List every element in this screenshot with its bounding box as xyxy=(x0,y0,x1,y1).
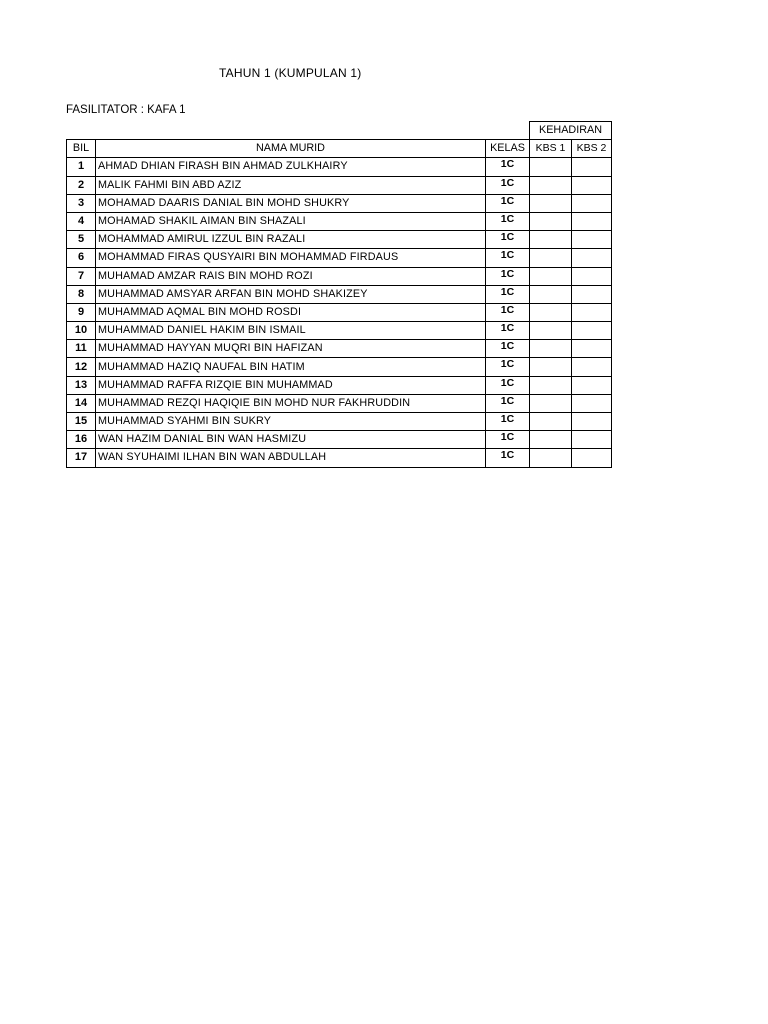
table-row xyxy=(67,376,612,394)
table-row xyxy=(67,212,612,230)
table-row xyxy=(67,413,612,431)
kelas-cell: 1C xyxy=(486,376,530,394)
kbs-1-cell[interactable] xyxy=(530,249,572,267)
kelas-cell: 1C xyxy=(486,340,530,358)
bil-cell: 3 xyxy=(67,194,96,212)
header-nama-murid: NAMA MURID xyxy=(96,140,486,158)
bil-cell: 5 xyxy=(67,231,96,249)
kbs-2-cell[interactable] xyxy=(572,413,612,431)
nama-murid-cell: MUHAMMAD AQMAL BIN MOHD ROSDI xyxy=(96,303,486,321)
nama-murid-cell: AHMAD DHIAN FIRASH BIN AHMAD ZULKHAIRY xyxy=(96,158,486,176)
kbs-2-cell[interactable] xyxy=(572,249,612,267)
kbs-2-cell[interactable] xyxy=(572,449,612,467)
kelas-cell: 1C xyxy=(486,303,530,321)
kbs-1-cell[interactable] xyxy=(530,158,572,176)
kbs-2-cell[interactable] xyxy=(572,340,612,358)
table-row xyxy=(67,358,612,376)
kbs-1-cell[interactable] xyxy=(530,322,572,340)
bil-cell: 6 xyxy=(67,249,96,267)
header-kelas: KELAS xyxy=(486,140,530,158)
table-row xyxy=(67,449,612,467)
kbs-1-cell[interactable] xyxy=(530,431,572,449)
bil-cell: 16 xyxy=(67,431,96,449)
kbs-1-cell[interactable] xyxy=(530,376,572,394)
kbs-1-cell[interactable] xyxy=(530,340,572,358)
kbs-2-cell[interactable] xyxy=(572,267,612,285)
kbs-1-cell[interactable] xyxy=(530,285,572,303)
table-row xyxy=(67,176,612,194)
table-row xyxy=(67,231,612,249)
kbs-1-cell[interactable] xyxy=(530,358,572,376)
header-row-kehadiran xyxy=(67,122,612,140)
kbs-1-cell[interactable] xyxy=(530,176,572,194)
nama-murid-cell: MUHAMMAD REZQI HAQIQIE BIN MOHD NUR FAKHRUDDIN xyxy=(96,394,486,412)
bil-cell: 8 xyxy=(67,285,96,303)
bil-cell: 2 xyxy=(67,176,96,194)
kelas-cell: 1C xyxy=(486,322,530,340)
nama-murid-cell: MUHAMMAD DANIEL HAKIM BIN ISMAIL xyxy=(96,322,486,340)
kbs-2-cell[interactable] xyxy=(572,376,612,394)
nama-murid-cell: MUHAMAD AMZAR RAIS BIN MOHD ROZI xyxy=(96,267,486,285)
table-row xyxy=(67,249,612,267)
kelas-cell: 1C xyxy=(486,231,530,249)
header-bil: BIL xyxy=(67,140,96,158)
header-kehadiran: KEHADIRAN xyxy=(530,122,612,140)
kelas-cell: 1C xyxy=(486,267,530,285)
kbs-1-cell[interactable] xyxy=(530,449,572,467)
kelas-cell: 1C xyxy=(486,413,530,431)
bil-cell: 12 xyxy=(67,358,96,376)
kbs-2-cell[interactable] xyxy=(572,322,612,340)
attendance-table-body xyxy=(67,122,612,468)
kbs-1-cell[interactable] xyxy=(530,413,572,431)
kbs-1-cell[interactable] xyxy=(530,267,572,285)
table-row xyxy=(67,267,612,285)
nama-murid-cell: MOHAMMAD FIRAS QUSYAIRI BIN MOHAMMAD FIRDAUS xyxy=(96,249,486,267)
bil-cell: 7 xyxy=(67,267,96,285)
bil-cell: 14 xyxy=(67,394,96,412)
header-kbs-2: KBS 2 xyxy=(572,140,612,158)
kbs-2-cell[interactable] xyxy=(572,358,612,376)
kelas-cell: 1C xyxy=(486,358,530,376)
header-row xyxy=(67,140,612,158)
bil-cell: 15 xyxy=(67,413,96,431)
kelas-cell: 1C xyxy=(486,212,530,230)
nama-murid-cell: MOHAMMAD AMIRUL IZZUL BIN RAZALI xyxy=(96,231,486,249)
table-row xyxy=(67,285,612,303)
bil-cell: 1 xyxy=(67,158,96,176)
kbs-2-cell[interactable] xyxy=(572,394,612,412)
kbs-2-cell[interactable] xyxy=(572,303,612,321)
kbs-2-cell[interactable] xyxy=(572,212,612,230)
table-row xyxy=(67,322,612,340)
blank-header-cell xyxy=(96,122,486,140)
bil-cell: 13 xyxy=(67,376,96,394)
kbs-2-cell[interactable] xyxy=(572,158,612,176)
bil-cell: 17 xyxy=(67,449,96,467)
table-row xyxy=(67,303,612,321)
blank-header-cell xyxy=(67,122,96,140)
kbs-2-cell[interactable] xyxy=(572,176,612,194)
bil-cell: 9 xyxy=(67,303,96,321)
table-row xyxy=(67,394,612,412)
kelas-cell: 1C xyxy=(486,431,530,449)
nama-murid-cell: WAN HAZIM DANIAL BIN WAN HASMIZU xyxy=(96,431,486,449)
header-kbs-1: KBS 1 xyxy=(530,140,572,158)
table-row xyxy=(67,431,612,449)
kbs-1-cell[interactable] xyxy=(530,303,572,321)
nama-murid-cell: MUHAMMAD HAZIQ NAUFAL BIN HATIM xyxy=(96,358,486,376)
kelas-cell: 1C xyxy=(486,285,530,303)
nama-murid-cell: MUHAMMAD HAYYAN MUQRI BIN HAFIZAN xyxy=(96,340,486,358)
nama-murid-cell: MUHAMMAD SYAHMI BIN SUKRY xyxy=(96,413,486,431)
kbs-1-cell[interactable] xyxy=(530,194,572,212)
nama-murid-cell: MOHAMAD SHAKIL AIMAN BIN SHAZALI xyxy=(96,212,486,230)
kelas-cell: 1C xyxy=(486,449,530,467)
blank-header-cell xyxy=(486,122,530,140)
kelas-cell: 1C xyxy=(486,194,530,212)
kbs-2-cell[interactable] xyxy=(572,431,612,449)
nama-murid-cell: MUHAMMAD AMSYAR ARFAN BIN MOHD SHAKIZEY xyxy=(96,285,486,303)
nama-murid-cell: MUHAMMAD RAFFA RIZQIE BIN MUHAMMAD xyxy=(96,376,486,394)
kelas-cell: 1C xyxy=(486,394,530,412)
kelas-cell: 1C xyxy=(486,249,530,267)
fasilitator-label: FASILITATOR : KAFA 1 xyxy=(66,104,186,116)
kbs-2-cell[interactable] xyxy=(572,285,612,303)
bil-cell: 4 xyxy=(67,212,96,230)
kbs-2-cell[interactable] xyxy=(572,231,612,249)
table-row xyxy=(67,158,612,176)
table-row xyxy=(67,194,612,212)
nama-murid-cell: MOHAMAD DAARIS DANIAL BIN MOHD SHUKRY xyxy=(96,194,486,212)
kbs-1-cell[interactable] xyxy=(530,212,572,230)
document-title: TAHUN 1 (KUMPULAN 1) xyxy=(219,66,362,80)
attendance-table xyxy=(66,121,612,468)
kelas-cell: 1C xyxy=(486,176,530,194)
kelas-cell: 1C xyxy=(486,158,530,176)
kbs-2-cell[interactable] xyxy=(572,194,612,212)
bil-cell: 11 xyxy=(67,340,96,358)
bil-cell: 10 xyxy=(67,322,96,340)
nama-murid-cell: WAN SYUHAIMI ILHAN BIN WAN ABDULLAH xyxy=(96,449,486,467)
kbs-1-cell[interactable] xyxy=(530,394,572,412)
kbs-1-cell[interactable] xyxy=(530,231,572,249)
nama-murid-cell: MALIK FAHMI BIN ABD AZIZ xyxy=(96,176,486,194)
table-row xyxy=(67,340,612,358)
